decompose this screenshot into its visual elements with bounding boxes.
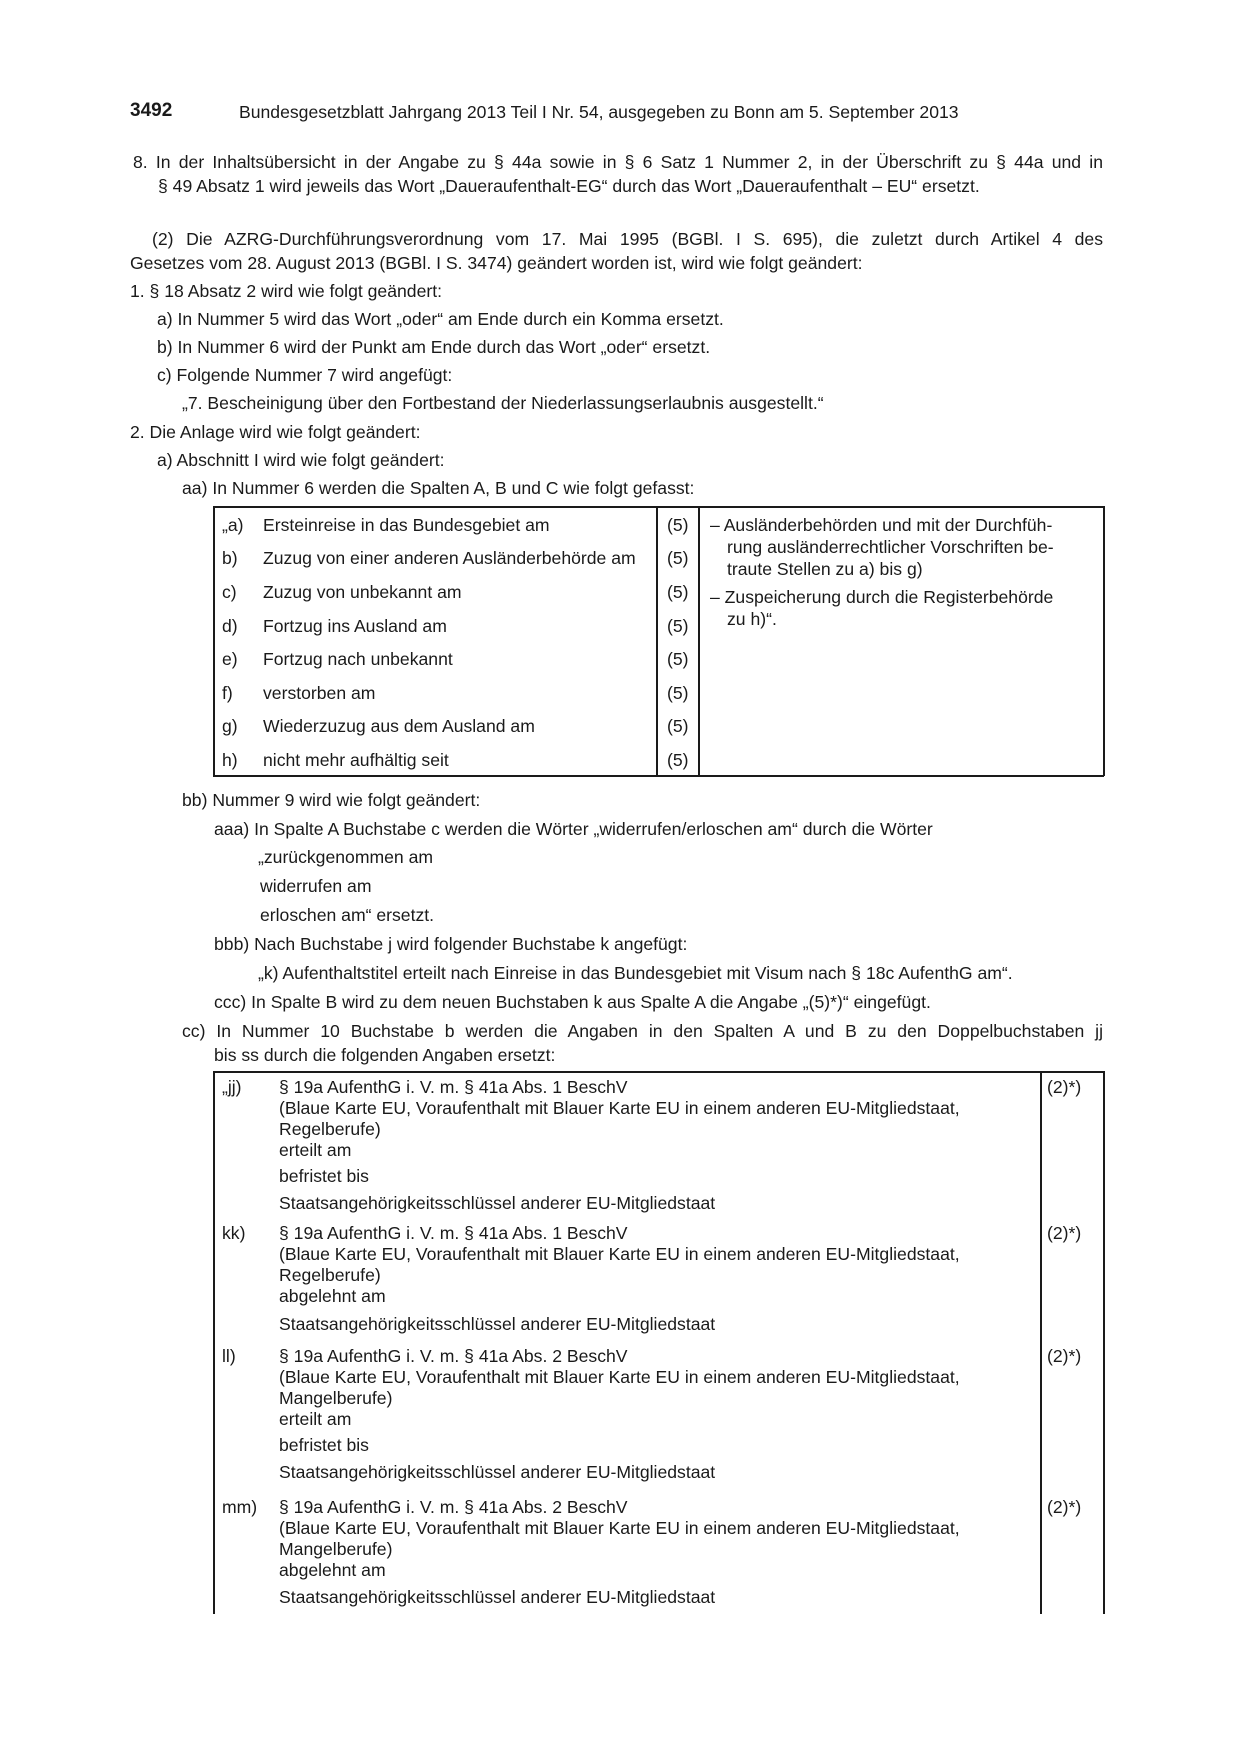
- table-row-text: Zuzug von unbekannt am: [263, 582, 462, 602]
- list-item-1: 1. § 18 Absatz 2 wird wie folgt geändert:: [130, 281, 442, 301]
- table-row-text: Regelberufe): [279, 1265, 381, 1285]
- table-row-code: (5): [667, 649, 689, 669]
- list-item-2a: a) Abschnitt I wird wie folgt geändert:: [157, 450, 445, 470]
- table-row-code: (2)*): [1047, 1077, 1082, 1097]
- list-item-2a-aa: aa) In Nummer 6 werden die Spalten A, B und C wie folgt gefasst:: [182, 478, 695, 498]
- table-row-text: Staatsangehörigkeitsschlüssel anderer EU-Mitgliedstaat: [279, 1462, 716, 1482]
- table-row-text: erteilt am: [279, 1409, 352, 1429]
- table-row-text: Wiederzuzug aus dem Ausland am: [263, 716, 535, 736]
- sub-item-aaa-line: erloschen am“ ersetzt.: [260, 905, 435, 925]
- table-row-code: (2)*): [1047, 1346, 1082, 1366]
- table-row-text: (Blaue Karte EU, Voraufenthalt mit Blauer Karte EU in einem anderen EU-Mitgliedstaat,: [279, 1244, 960, 1264]
- para-2-line-1: (2) Die AZRG-Durchführungsverordnung vom 17. Mai 1995 (BGBl. I S. 695), die zuletzt durch Artikel 4 des: [152, 229, 1103, 249]
- table-row-code: (5): [667, 616, 689, 636]
- table-row-text: erteilt am: [279, 1140, 352, 1160]
- item-8-line-1: 8. In der Inhaltsübersicht in der Angabe zu § 44a sowie in § 6 Satz 1 Nummer 2, in der Überschrift zu § 44a und in: [133, 152, 1103, 172]
- table-row-text: befristet bis: [279, 1435, 369, 1455]
- table-row-text: Fortzug nach unbekannt: [263, 649, 453, 669]
- table-col-c-dash-1-cont: rung ausländerrechtlicher Vorschriften be-: [727, 537, 1054, 557]
- table-row-text: (Blaue Karte EU, Voraufenthalt mit Blauer Karte EU in einem anderen EU-Mitgliedstaat,: [279, 1098, 960, 1118]
- table-row-text: § 19a AufenthG i. V. m. § 41a Abs. 2 BeschV: [279, 1346, 628, 1366]
- table-row-code: (5): [667, 548, 689, 568]
- table-row-letter: f): [222, 683, 233, 703]
- table-row-letter: d): [222, 616, 238, 636]
- table-row-text: Fortzug ins Ausland am: [263, 616, 447, 636]
- table-row-text: befristet bis: [279, 1166, 369, 1186]
- list-item-1a: a) In Nummer 5 wird das Wort „oder“ am Ende durch ein Komma ersetzt.: [157, 309, 724, 329]
- table-row-text: (Blaue Karte EU, Voraufenthalt mit Blauer Karte EU in einem anderen EU-Mitgliedstaat,: [279, 1367, 960, 1387]
- sub-item-aaa-line: widerrufen am: [260, 876, 372, 896]
- sub-item-bb: bb) Nummer 9 wird wie folgt geändert:: [182, 790, 481, 810]
- table-row-code: (5): [667, 750, 689, 770]
- table-row-text: (Blaue Karte EU, Voraufenthalt mit Blauer Karte EU in einem anderen EU-Mitgliedstaat,: [279, 1518, 960, 1538]
- table-row-text: Regelberufe): [279, 1119, 381, 1139]
- list-item-1b: b) In Nummer 6 wird der Punkt am Ende durch das Wort „oder“ ersetzt.: [157, 337, 711, 357]
- table-col-c-dash-2-cont: zu h)“.: [727, 609, 777, 629]
- sub-item-aaa: aaa) In Spalte A Buchstabe c werden die Wörter „widerrufen/erloschen am“ durch die Wörter: [214, 819, 933, 839]
- page-number: 3492: [130, 100, 173, 121]
- table-row-letter: e): [222, 649, 238, 669]
- table-row-text: Zuzug von einer anderen Ausländerbehörde am: [263, 548, 636, 568]
- table-row-text: abgelehnt am: [279, 1286, 386, 1306]
- sub-item-bbb: bbb) Nach Buchstabe j wird folgender Buchstabe k angefügt:: [214, 934, 688, 954]
- list-item-1c: c) Folgende Nummer 7 wird angefügt:: [157, 365, 453, 385]
- table-row-text: Mangelberufe): [279, 1388, 393, 1408]
- table-row-letter: „jj): [222, 1077, 242, 1097]
- table-row-letter: kk): [222, 1223, 246, 1243]
- table-row-text: § 19a AufenthG i. V. m. § 41a Abs. 1 BeschV: [279, 1077, 628, 1097]
- table-row-text: § 19a AufenthG i. V. m. § 41a Abs. 1 BeschV: [279, 1223, 628, 1243]
- table-row-code: (5): [667, 582, 689, 602]
- table-row-text: Staatsangehörigkeitsschlüssel anderer EU-Mitgliedstaat: [279, 1193, 716, 1213]
- sub-item-aaa-line: „zurückgenommen am: [258, 847, 434, 867]
- item-8-line-2: § 49 Absatz 1 wird jeweils das Wort „Daueraufenthalt-EG“ durch das Wort „Daueraufenthalt – EU“ ersetzt.: [158, 176, 980, 196]
- table-row-text: Mangelberufe): [279, 1539, 393, 1559]
- table-row-text: abgelehnt am: [279, 1560, 386, 1580]
- table-row-text: verstorben am: [263, 683, 376, 703]
- table-row-text: Staatsangehörigkeitsschlüssel anderer EU-Mitgliedstaat: [279, 1587, 716, 1607]
- para-2-line-2: Gesetzes vom 28. August 2013 (BGBl. I S. 3474) geändert worden ist, wird wie folgt geändert:: [130, 253, 863, 273]
- sub-item-cc-line-2: bis ss durch die folgenden Angaben ersetzt:: [214, 1045, 556, 1065]
- sub-item-bbb-quote: „k) Aufenthaltstitel erteilt nach Einreise in das Bundesgebiet mit Visum nach § 18c AufenthG am“.: [258, 963, 1013, 983]
- table-row-code: (5): [667, 515, 689, 535]
- table-row-text: nicht mehr aufhältig seit: [263, 750, 449, 770]
- table-row-letter: ll): [222, 1346, 236, 1366]
- table-row-letter: g): [222, 716, 238, 736]
- table-row-text: Staatsangehörigkeitsschlüssel anderer EU-Mitgliedstaat: [279, 1314, 716, 1334]
- table-row-code: (2)*): [1047, 1223, 1082, 1243]
- list-item-2: 2. Die Anlage wird wie folgt geändert:: [130, 422, 421, 442]
- table-row-text: § 19a AufenthG i. V. m. § 41a Abs. 2 BeschV: [279, 1497, 628, 1517]
- table-row-letter: b): [222, 548, 238, 568]
- table-row-letter: „a): [222, 515, 244, 535]
- table-col-c-dash-2: – Zuspeicherung durch die Registerbehörde: [710, 587, 1054, 607]
- table-row-text: Ersteinreise in das Bundesgebiet am: [263, 515, 550, 535]
- table-row-code: (5): [667, 716, 689, 736]
- list-item-1c-quote: „7. Bescheinigung über den Fortbestand der Niederlassungserlaubnis ausgestellt.“: [182, 393, 824, 413]
- table-row-letter: c): [222, 582, 237, 602]
- table-col-c-dash-1: – Ausländerbehörden und mit der Durchfüh-: [710, 515, 1053, 535]
- table-col-c-dash-1-cont: traute Stellen zu a) bis g): [727, 559, 923, 579]
- table-row-code: (5): [667, 683, 689, 703]
- page-header-title: Bundesgesetzblatt Jahrgang 2013 Teil I Nr. 54, ausgegeben zu Bonn am 5. September 2013: [239, 102, 959, 122]
- table-row-code: (2)*): [1047, 1497, 1082, 1517]
- table-row-letter: mm): [222, 1497, 258, 1517]
- sub-item-ccc: ccc) In Spalte B wird zu dem neuen Buchstaben k aus Spalte A die Angabe „(5)*)“ eingefügt.: [214, 992, 931, 1012]
- sub-item-cc-line-1: cc) In Nummer 10 Buchstabe b werden die Angaben in den Spalten A und B zu den Doppelbuchstaben jj: [182, 1021, 1103, 1041]
- table-row-letter: h): [222, 750, 238, 770]
